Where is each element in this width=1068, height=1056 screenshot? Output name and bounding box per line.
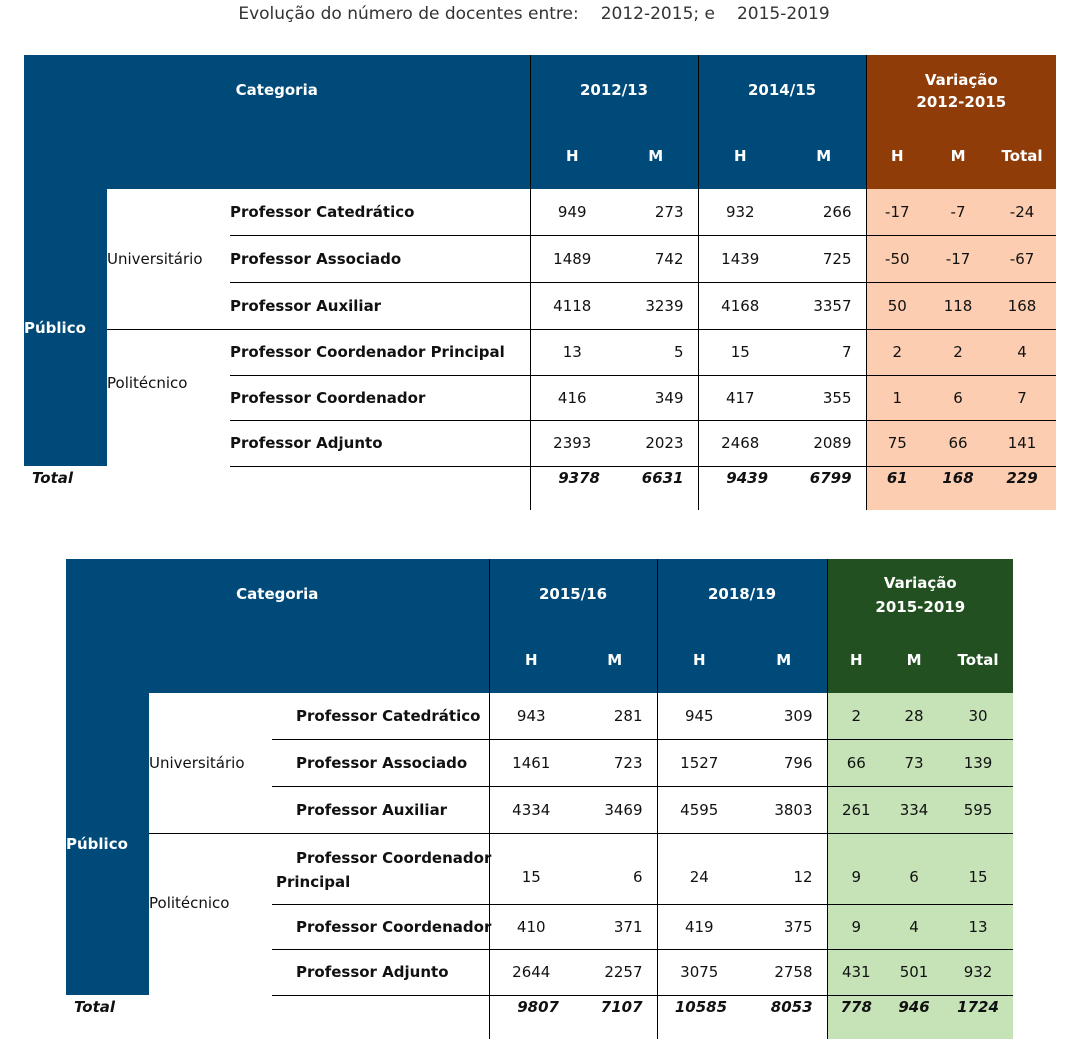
- cell: 595: [943, 786, 1013, 833]
- group-politecnico: [149, 833, 272, 995]
- header-year-2: 2014/15: [698, 55, 866, 123]
- group-universitario: [149, 693, 272, 833]
- cell: 2468: [698, 420, 782, 466]
- header-h: H: [698, 123, 782, 189]
- cell: 15: [698, 329, 782, 375]
- cell: 73: [885, 739, 943, 786]
- variacao-period: 2012-2015: [916, 93, 1007, 111]
- cell: 4: [885, 904, 943, 949]
- cell: 3803: [741, 786, 827, 833]
- cell: 4168: [698, 282, 782, 329]
- cell: 1: [866, 375, 928, 420]
- total-cell: 61: [866, 466, 928, 510]
- cell: 2089: [782, 420, 866, 466]
- cell: 309: [741, 693, 827, 739]
- cell: 13: [943, 904, 1013, 949]
- total-label: Total: [32, 468, 74, 487]
- total-cell: 946: [885, 995, 943, 1039]
- row-name: Professor Coordenador: [230, 375, 530, 420]
- group-universitario: [107, 189, 230, 329]
- cell: 4595: [657, 786, 741, 833]
- cell: 9: [827, 904, 885, 949]
- cell: 2023: [614, 420, 698, 466]
- cell: 431: [827, 949, 885, 995]
- cell: 3075: [657, 949, 741, 995]
- header-m: M: [885, 627, 943, 693]
- cell: 266: [782, 189, 866, 235]
- cell: 371: [573, 904, 657, 949]
- group-label: Politécnico: [107, 373, 188, 392]
- total-cell: 8053: [741, 995, 827, 1039]
- row-name: Professor Adjunto: [272, 949, 489, 995]
- variacao-label: Variação: [924, 71, 998, 89]
- table-2012-2015: [24, 55, 1056, 510]
- cell: 375: [741, 904, 827, 949]
- total-cell: 7107: [573, 995, 657, 1039]
- cell: 9: [827, 833, 885, 904]
- cell: 796: [741, 739, 827, 786]
- page-heading: [0, 4, 1068, 24]
- cell: 6: [885, 833, 943, 904]
- cell: 141: [988, 420, 1056, 466]
- header-h: H: [530, 123, 614, 189]
- cell: 273: [614, 189, 698, 235]
- cell: 417: [698, 375, 782, 420]
- cell: 13: [530, 329, 614, 375]
- sector-label: Público: [66, 693, 149, 995]
- header-m: M: [928, 123, 988, 189]
- cell: 945: [657, 693, 741, 739]
- cell: 28: [885, 693, 943, 739]
- cell: 168: [988, 282, 1056, 329]
- header-year-2: 2018/19: [657, 559, 827, 627]
- header-blank: [66, 627, 489, 693]
- row-name: Professor Auxiliar: [230, 282, 530, 329]
- cell: 349: [614, 375, 698, 420]
- heading-period-2: 2015-2019: [736, 4, 830, 24]
- cell: 410: [489, 904, 573, 949]
- variacao-label: Variação: [883, 574, 957, 592]
- cell: 4118: [530, 282, 614, 329]
- total-label: Total: [74, 997, 116, 1016]
- row-name: Professor Associado: [272, 739, 489, 786]
- total-cell: 778: [827, 995, 885, 1039]
- cell: 2758: [741, 949, 827, 995]
- cell: 4334: [489, 786, 573, 833]
- cell: 416: [530, 375, 614, 420]
- cell: 3357: [782, 282, 866, 329]
- group-label: Universitário: [149, 753, 245, 772]
- cell: 75: [866, 420, 928, 466]
- sector-label: Público: [24, 189, 107, 466]
- total-cell: 9439: [726, 468, 769, 487]
- header-h: H: [489, 627, 573, 693]
- cell: 1527: [657, 739, 741, 786]
- header-year-1: 2015/16: [489, 559, 657, 627]
- cell: 261: [827, 786, 885, 833]
- cell: 501: [885, 949, 943, 995]
- cell: 7: [782, 329, 866, 375]
- row-name: Professor Catedrático: [272, 693, 489, 739]
- cell: -7: [928, 189, 988, 235]
- group-politecnico: [107, 329, 230, 466]
- cell: 334: [885, 786, 943, 833]
- row-name: Professor Catedrático: [230, 189, 530, 235]
- cell: 15: [943, 833, 1013, 904]
- header-h: H: [657, 627, 741, 693]
- cell: 50: [866, 282, 928, 329]
- cell: 24: [657, 833, 741, 904]
- cell: 943: [489, 693, 573, 739]
- row-name: Professor Coordenador: [272, 904, 489, 949]
- cell: 725: [782, 235, 866, 282]
- header-m: M: [741, 627, 827, 693]
- header-categoria: Categoria: [66, 559, 489, 627]
- row-name: Professor Associado: [230, 235, 530, 282]
- cell: 6: [928, 375, 988, 420]
- cell: -67: [988, 235, 1056, 282]
- cell: -17: [866, 189, 928, 235]
- cell: 2393: [530, 420, 614, 466]
- cell: 139: [943, 739, 1013, 786]
- table-2015-2019: [66, 559, 1013, 1039]
- heading-period-1: 2012-2015; e: [600, 4, 715, 24]
- total-cell: 9807: [489, 995, 573, 1039]
- cell: -50: [866, 235, 928, 282]
- cell: 1439: [698, 235, 782, 282]
- cell: 2: [928, 329, 988, 375]
- cell: 118: [928, 282, 988, 329]
- cell: 5: [614, 329, 698, 375]
- total-cell: 9378: [530, 466, 614, 510]
- row-name: Professor Auxiliar: [272, 786, 489, 833]
- row-name: Professor Adjunto: [230, 420, 530, 466]
- header-blank: [24, 123, 530, 189]
- cell: 2257: [573, 949, 657, 995]
- cell: 15: [489, 833, 573, 904]
- total-cell: 1724: [943, 995, 1013, 1039]
- group-label: Politécnico: [149, 893, 230, 912]
- group-label: Universitário: [107, 249, 203, 268]
- cell: -17: [928, 235, 988, 282]
- cell: 12: [741, 833, 827, 904]
- header-h: H: [866, 123, 928, 189]
- heading-text: Evolução do número de docentes entre:: [238, 4, 579, 24]
- total-cell: 168: [928, 466, 988, 510]
- header-total: Total: [943, 627, 1013, 693]
- header-h: H: [827, 627, 885, 693]
- header-m: M: [573, 627, 657, 693]
- cell: 419: [657, 904, 741, 949]
- cell: 2644: [489, 949, 573, 995]
- cell: 3469: [573, 786, 657, 833]
- header-year-1: 2012/13: [530, 55, 698, 123]
- cell: 2: [866, 329, 928, 375]
- cell: 742: [614, 235, 698, 282]
- variacao-period: 2015-2019: [875, 598, 966, 616]
- total-cell: 6799: [782, 466, 866, 510]
- total-cell: 10585: [674, 997, 728, 1016]
- row-name-two-line: [272, 833, 492, 904]
- cell: 949: [530, 189, 614, 235]
- cell: 1489: [530, 235, 614, 282]
- cell: 932: [698, 189, 782, 235]
- total-cell: 229: [988, 466, 1056, 510]
- cell: 4: [988, 329, 1056, 375]
- cell: 66: [928, 420, 988, 466]
- row-name-line-2: Principal: [276, 873, 351, 891]
- header-variacao: [866, 55, 1056, 123]
- cell: 355: [782, 375, 866, 420]
- cell: 2: [827, 693, 885, 739]
- cell: 30: [943, 693, 1013, 739]
- cell: 7: [988, 375, 1056, 420]
- header-variacao: [827, 559, 1013, 627]
- cell: 723: [573, 739, 657, 786]
- cell: 1461: [489, 739, 573, 786]
- header-total: Total: [988, 123, 1056, 189]
- cell: 66: [827, 739, 885, 786]
- header-m: M: [782, 123, 866, 189]
- cell: 6: [573, 833, 657, 904]
- header-categoria: Categoria: [24, 55, 530, 123]
- cell: 3239: [614, 282, 698, 329]
- row-name-line-1: Professor Coordenador: [296, 849, 492, 867]
- total-cell: 6631: [614, 466, 698, 510]
- row-name: Professor Coordenador Principal: [230, 329, 530, 375]
- cell: -24: [988, 189, 1056, 235]
- header-m: M: [614, 123, 698, 189]
- cell: 932: [943, 949, 1013, 995]
- cell: 281: [573, 693, 657, 739]
